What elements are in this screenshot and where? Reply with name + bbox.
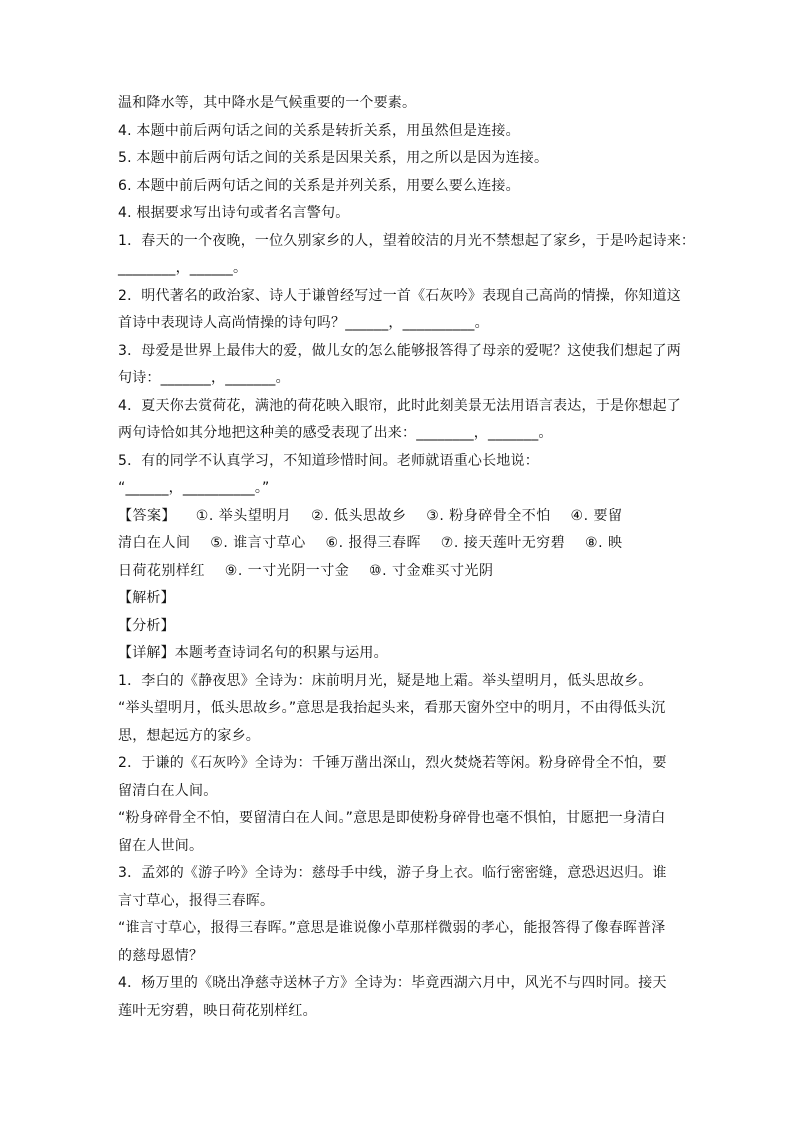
explanation-line: 1．李白的《静夜思》全诗为：床前明月光，疑是地上霜。举头望明月，低头思故乡。 — [118, 672, 653, 689]
explanation-line: 思，想起远方的家乡。 — [118, 727, 260, 744]
explanation-line: 的慈母恩情？ — [118, 947, 204, 964]
question-item: 1．春天的一个夜晚，一位久别家乡的人，望着皎洁的月光不禁想起了家乡，于是吟起诗来： — [118, 232, 696, 249]
explanation-line: 2．于谦的《石灰吟》全诗为：千锤万凿出深山，烈火焚烧若等闲。粉身碎骨全不怕，要 — [118, 755, 667, 771]
section-label-detail: 【详解】本题考查诗词名句的积累与运用。 — [118, 645, 388, 661]
explanation-line: 留在人世间。 — [118, 837, 204, 854]
question-item: 4．夏天你去赏荷花，满池的荷花映入眼帘，此时此刻美景无法用语言表达，于是你想起了 — [118, 397, 681, 414]
explanation-line: 言寸草心，报得三春晖。 — [118, 892, 275, 909]
answer-line: 日荷花别样红 ⑨. 一寸光阴一寸金 ⑩. 寸金难买寸光阴 — [118, 562, 494, 579]
question-heading: 4. 根据要求写出诗句或者名言警句。 — [118, 205, 350, 221]
answer-blank: ________，______。 — [118, 260, 248, 276]
explanation-line: “举头望明月，低头思故乡。”意思是我抬起头来，看那天窗外空中的明月，不由得低头沉 — [118, 700, 666, 716]
answer-line: 清白在人间 ⑤. 谁言寸草心 ⑥. 报得三春晖 ⑦. 接天莲叶无穷碧 ⑧. 映 — [118, 535, 623, 551]
text-line: 6. 本题中前后两句话之间的关系是并列关系，用要么要么连接。 — [118, 177, 520, 194]
text-line: 4. 本题中前后两句话之间的关系是转折关系，用虽然但是连接。 — [118, 122, 520, 139]
explanation-line: “粉身碎骨全不怕，要留清白在人间。”意思是即使粉身碎骨也毫不惧怕，甘愿把一身清白 — [118, 810, 666, 826]
section-label-fenxi: 【分析】 — [118, 617, 175, 634]
text-line: 5. 本题中前后两句话之间的关系是因果关系，用之所以是因为连接。 — [118, 150, 549, 166]
answer-blank: “______，__________。” — [118, 480, 270, 496]
text-line: 温和降水等，其中降水是气候重要的一个要素。 — [118, 95, 417, 111]
answer-line: 【答案】 ①. 举头望明月 ②. 低头思故乡 ③. 粉身碎骨全不怕 ④. 要留 — [118, 507, 623, 524]
explanation-line: 留清白在人间。 — [118, 782, 218, 799]
question-item: 5．有的同学不认真学习，不知道珍惜时间。老师就语重心长地说： — [118, 452, 539, 469]
explanation-line: 4．杨万里的《晓出净慈寺送林子方》全诗为：毕竟西湖六月中，风光不与四时同。接天 — [118, 975, 667, 991]
explanation-line: “谁言寸草心，报得三春晖。”意思是谁说像小草那样微弱的孝心，能报答得了像春晖普泽 — [118, 920, 666, 936]
question-item: 2．明代著名的政治家、诗人于谦曾经写过一首《石灰吟》表现自己高尚的情操，你知道这 — [118, 287, 681, 304]
question-item: 首诗中表现诗人高尚情操的诗句吗？______，__________。 — [118, 315, 489, 331]
question-item: 句诗：_______，_______。 — [118, 370, 290, 386]
explanation-line: 3．孟郊的《游子吟》全诗为：慈母手中线，游子身上衣。临行密密缝，意恐迟迟归。谁 — [118, 865, 667, 881]
question-item: 两句诗恰如其分地把这种美的感受表现了出来：________，_______。 — [118, 425, 553, 441]
explanation-line: 莲叶无穷碧，映日荷花别样红。 — [118, 1002, 317, 1019]
question-item: 3．母爱是世界上最伟大的爱，做儿女的怎么能够报答得了母亲的爱呢？这使我们想起了两 — [118, 342, 681, 359]
section-label-analysis: 【解析】 — [118, 590, 175, 606]
